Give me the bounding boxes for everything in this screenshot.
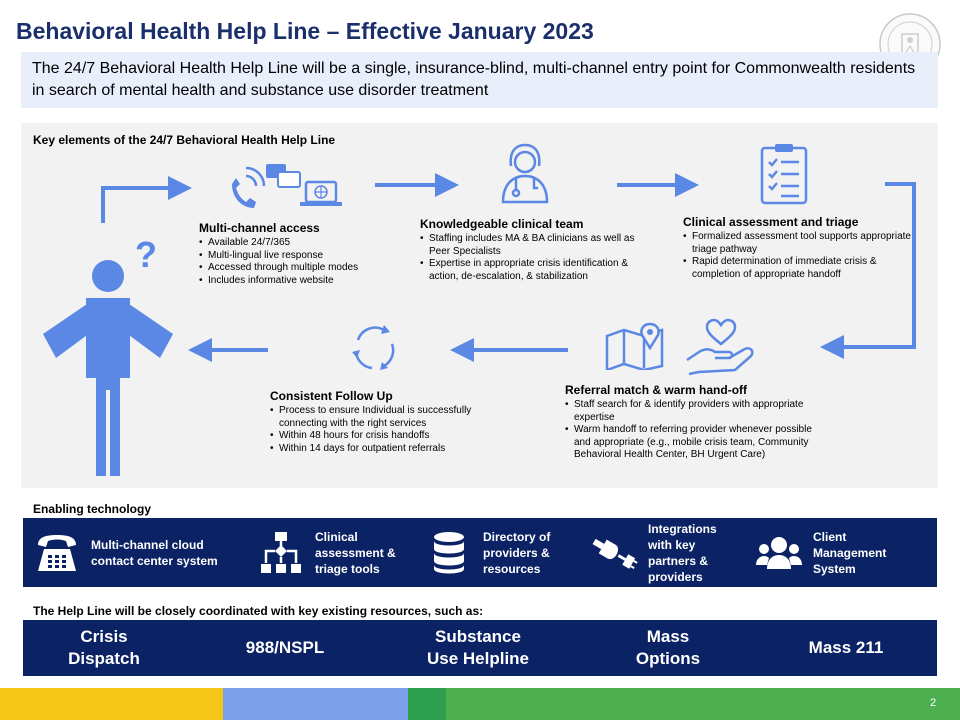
enabling-technology-label: Enabling technology bbox=[33, 502, 152, 516]
page-title: Behavioral Health Help Line – Effective January 2023 bbox=[16, 18, 594, 44]
footer-bar-blue bbox=[223, 688, 408, 720]
step-bullet: • Formalized assessment tool supports appropriate triage pathway bbox=[683, 231, 911, 256]
panel-title: Key elements of the 24/7 Behavioral Health Help Line bbox=[33, 133, 336, 147]
database-icon bbox=[423, 527, 475, 579]
step-title: Clinical assessment and triage bbox=[683, 215, 859, 229]
tech-contact-center bbox=[31, 518, 261, 587]
resource-item: Mass 211 bbox=[808, 638, 884, 657]
flowchart-icon bbox=[255, 527, 307, 579]
clinician-icon bbox=[499, 142, 551, 204]
step-assessment-triage bbox=[683, 215, 911, 281]
resource-item: 988/NSPL bbox=[245, 638, 325, 657]
step-bullet: • Warm handoff to referring provider whenever possible and appropriate (e.g., mobile crisis team, Community Behavioral Health Center, BH Urgent Care) bbox=[565, 424, 815, 462]
step-title: Knowledgeable clinical team bbox=[420, 217, 584, 231]
step-bullet: • Expertise in appropriate crisis identification & action, de-escalation, & stabilization bbox=[420, 258, 646, 283]
step-bullet: • Process to ensure Individual is successfully connecting with the right services bbox=[270, 405, 492, 430]
step-bullet: • Rapid determination of immediate crisis & completion of appropriate handoff bbox=[683, 256, 911, 281]
step-referral-handoff bbox=[565, 383, 815, 462]
clipboard-checklist-icon bbox=[759, 142, 809, 205]
tech-client-management bbox=[753, 518, 933, 587]
resources-bar bbox=[23, 620, 937, 676]
intro-summary: The 24/7 Behavioral Health Help Line will be a single, insurance-blind, multi-channel entry point for Commonwealth residents in search of mental health and substance use disorder treatment bbox=[21, 52, 938, 108]
step-clinical-team bbox=[420, 217, 646, 283]
multi-channel-icon bbox=[226, 162, 346, 212]
step-multi-channel-access bbox=[199, 221, 379, 287]
step-bullet: • Available 24/7/365 bbox=[199, 237, 379, 250]
tech-label: Client Management System bbox=[813, 529, 887, 576]
footer-bar-green bbox=[408, 688, 446, 720]
question-mark: ? bbox=[135, 234, 157, 275]
arrow-person-to-access bbox=[103, 188, 180, 223]
footer-bar-light-green bbox=[446, 688, 960, 720]
step-title: Multi-channel access bbox=[199, 221, 320, 235]
person-icon bbox=[38, 258, 178, 480]
step-bullet: • Within 48 hours for crisis handoffs bbox=[270, 430, 492, 443]
tech-integrations bbox=[588, 518, 768, 587]
map-pin-icon bbox=[604, 322, 666, 370]
resource-item: Substance Use Helpline bbox=[426, 627, 530, 668]
step-follow-up bbox=[270, 389, 492, 455]
footer-bar-yellow bbox=[0, 688, 223, 720]
tech-label: Multi-channel cloud contact center system bbox=[91, 537, 218, 568]
step-bullet: • Staff search for & identify providers with appropriate expertise bbox=[565, 399, 815, 424]
hand-heart-icon bbox=[685, 318, 757, 376]
step-bullet: • Within 14 days for outpatient referrals bbox=[270, 443, 492, 456]
telephone-icon bbox=[31, 527, 83, 579]
step-title: Referral match & warm hand-off bbox=[565, 383, 748, 397]
refresh-cycle-icon bbox=[348, 322, 400, 374]
tech-label: Integrations with key partners & providers bbox=[648, 521, 717, 584]
technology-bar bbox=[23, 518, 937, 587]
step-bullet: • Staffing includes MA & BA clinicians as well as Peer Specialists bbox=[420, 233, 646, 258]
step-bullet: • Accessed through multiple modes bbox=[199, 262, 379, 275]
step-bullet: • Includes informative website bbox=[199, 275, 379, 288]
resources-label: The Help Line will be closely coordinated with key existing resources, such as: bbox=[33, 604, 484, 618]
tech-label: Clinical assessment & triage tools bbox=[315, 529, 396, 576]
tech-directory bbox=[423, 518, 603, 587]
tech-label: Directory of providers & resources bbox=[483, 529, 551, 576]
plug-icon bbox=[588, 527, 640, 579]
page-number: 2 bbox=[930, 697, 937, 709]
tech-assessment-tools bbox=[255, 518, 425, 587]
resource-item: Crisis Dispatch bbox=[68, 627, 140, 668]
resource-item: Mass Options bbox=[635, 627, 701, 668]
step-bullet: • Multi-lingual live response bbox=[199, 250, 379, 263]
people-group-icon bbox=[753, 527, 805, 579]
step-title: Consistent Follow Up bbox=[270, 389, 393, 403]
